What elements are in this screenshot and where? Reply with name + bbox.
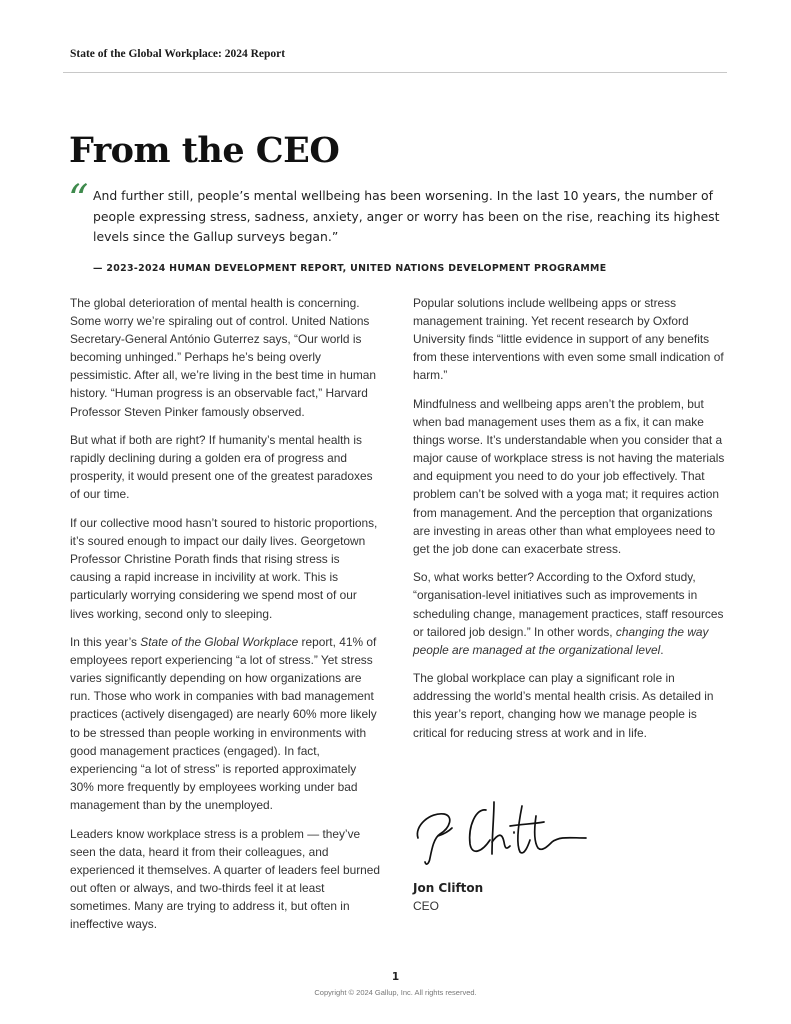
page-title: From the CEO bbox=[69, 130, 340, 171]
header-divider bbox=[63, 72, 727, 73]
signer-title: CEO bbox=[413, 899, 440, 913]
copyright-notice: Copyright © 2024 Gallup, Inc. All rights reserved. bbox=[314, 988, 477, 997]
page-number: 1 bbox=[391, 971, 400, 983]
paragraph: Mindfulness and wellbeing apps aren’t the problem, but when bad management uses them as a fix, it can make things worse. It’s understandable when you consider that a major cause of workplace stress is not having the materials and equipment you need to do your job effectively. That problem can’t be solved with a yoga mat; it requires action from management. And the perception that organizations are investing in areas other than what employees need to get the job done can exacerbate stress. bbox=[413, 396, 725, 556]
emphasis-italic: changing the way people are managed at the organizational level bbox=[413, 624, 709, 657]
paragraph: If our collective mood hasn’t soured to historic proportions, it’s soured enough to impact our daily lives. Georgetown Professor Christine Porath finds that rising stress is causing a rapid increase in incivility at work. This is particularly worrying considering we spend most of our lives working, second only to sleeping. bbox=[70, 516, 378, 621]
paragraph: Popular solutions include wellbeing apps or stress management training. Yet recent research by Oxford University finds “little evidence in support of any benefits from these interventions with even some small indication of harm.” bbox=[413, 296, 724, 383]
paragraph: The global deterioration of mental health is concerning. Some worry we’re spiraling out of control. United Nations Secretary-General António Guterrez says, “Our world is becoming unhinged.” Perhaps he’s being overly pessimistic. After all, we’re living in the best time in human history. “Human progress is an observable fact,” Harvard Professor Steven Pinker famously observed. bbox=[70, 296, 376, 419]
paragraph: In this year’s State of the Global Workplace report, 41% of employees report experiencing “a lot of stress.” Yet stress varies significantly depending on how organizations are run. Those who work in companies with bad management practices (actively disengaged) are nearly 60% more likely to be stressed than people working in environments with good management practices (engaged). In fact, experiencing “a lot of stress” is reported approximately 30% more frequently by employees working under bad management than by the unemployed. bbox=[70, 635, 377, 812]
right-column bbox=[413, 294, 725, 752]
paragraph: The global workplace can play a significant role in addressing the world’s mental health crisis. As detailed in this year’s report, changing how we manage people is critical for reducing stress at work and in life. bbox=[413, 671, 714, 740]
running-header: State of the Global Workplace: 2024 Report bbox=[70, 48, 286, 60]
paragraph: So, what works better? According to the Oxford study, “organisation-level initiatives such as improvements in scheduling change, management practices, staff resources or tailored job design.” In other words, changing the way people are managed at the organizational level. bbox=[413, 570, 724, 657]
report-title-italic: State of the Global Workplace bbox=[140, 635, 299, 650]
signature-icon bbox=[410, 796, 595, 870]
pull-quote-text: And further still, people’s mental wellbeing has been worsening. In the last 10 years, the number of people expressing stress, sadness, anxiety, anger or worry has been on the rise, reaching its highest levels since the Gallup surveys began.” bbox=[93, 188, 720, 244]
pull-quote-attribution: — 2023-2024 HUMAN DEVELOPMENT REPORT, UNITED NATIONS DEVELOPMENT PROGRAMME bbox=[93, 263, 607, 274]
signer-name: Jon Clifton bbox=[413, 881, 484, 895]
paragraph: Leaders know workplace stress is a problem — they’ve seen the data, heard it from their colleagues, and experienced it themselves. A quarter of leaders feel burned out often or always, and two-thirds feel it at least sometimes. Many are trying to address it, but often in ineffective ways. bbox=[70, 826, 381, 931]
left-column bbox=[70, 294, 382, 944]
paragraph: But what if both are right? If humanity’s mental health is rapidly declining during a golden era of progress and prosperity, it would present one of the greatest paradoxes of our time. bbox=[70, 433, 373, 502]
quote-mark-icon: “ bbox=[68, 177, 89, 223]
